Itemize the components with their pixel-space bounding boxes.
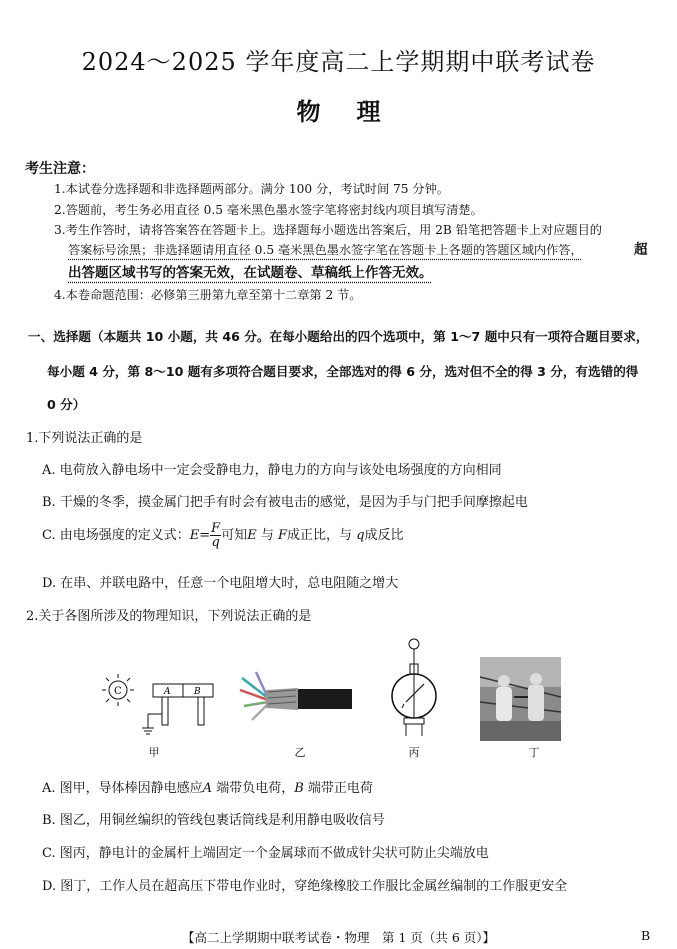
figure-bing-caption: 丙: [408, 746, 420, 759]
subject-title: 物理: [296, 98, 417, 126]
notice-item-3-cont: 答案标号涂黑；非选择题请用直径 0.5 毫米黑色墨水签字笔在答题卡上各题的答题区域内作答，: [68, 243, 583, 257]
section-heading-line-1: 一、选择题（本题共 10 小题，共 46 分。在每小题给出的四个选项中，第 1～7 题中只有一项符合题目要求，: [28, 329, 649, 344]
notice-item-3: 3.考生作答时，请将答案答在答题卡上。选择题每小题选出答案后，用 2B 铅笔把答题卡上对应题目的: [54, 223, 602, 237]
exam-title: 2024～2025 学年度高二上学期期中联考试卷: [81, 48, 596, 76]
q2-option-b: B. 图乙，用铜丝编织的管线包裹话筒线是利用静电吸收信号: [42, 813, 385, 828]
fig-label-a: A: [164, 687, 171, 697]
fig-label-b: B: [194, 687, 201, 697]
page-footer: 【高二上学期期中联考试卷・物理 第 1 页（共 6 页）】: [181, 930, 496, 945]
q2-option-d: D. 图丁，工作人员在超高压下带电作业时，穿绝缘橡胶工作服比金属丝编制的工作服更安全: [42, 879, 568, 894]
figure-jia-conductor: [98, 672, 218, 742]
q2-option-c: C. 图丙，静电计的金属杆上端固定一个金属球而不做成针尖状可防止尖端放电: [42, 846, 489, 861]
svg-text:C: C: [114, 686, 122, 697]
figure-ding-live-line-workers-photo: [480, 657, 561, 741]
notice-item-4: 4.本卷命题范围：必修第三册第九章至第十二章第 2 节。: [54, 288, 362, 302]
q1-option-c: C. 由电场强度的定义式：E= $\frac{F}{q}$ 可知E 与 F成正比，与 q成反比: [42, 521, 404, 550]
q1-option-d: D. 在串、并联电路中，任意一个电阻增大时，总电阻随之增大: [42, 576, 399, 591]
figure-jia-caption: 甲: [148, 746, 160, 759]
figure-ding-caption: 丁: [528, 746, 540, 759]
figure-yi-caption: 乙: [294, 746, 306, 759]
q1-option-b: B. 干燥的冬季，摸金属门把手有时会有被电击的感觉，是因为手与门把手间摩擦起电: [42, 495, 528, 510]
notice-item-1: 1.本试卷分选择题和非选择题两部分。满分 100 分，考试时间 75 分钟。: [54, 182, 449, 196]
q1-stem: 1.下列说法正确的是: [26, 431, 143, 446]
notice-item-3-bold-b: 出答题区域书写的答案无效，在试题卷、草稿纸上作答无效。: [68, 265, 433, 281]
q1-option-a: A. 电荷放入静电场中一定会受静电力，静电力的方向与该处电场强度的方向相同: [42, 463, 502, 478]
figure-bing-electroscope: [382, 636, 446, 744]
notice-item-2: 2.答题前，考生务必用直径 0.5 毫米黑色墨水签字笔将密封线内项目填写清楚。: [54, 203, 483, 217]
formula-fraction: $\frac{F}{q}$: [211, 521, 221, 550]
notice-item-3-bold-a: 超: [634, 242, 648, 258]
paper-version: B: [641, 928, 651, 943]
figure-yi-braided-cable: [238, 668, 356, 728]
q2-option-a: A. 图甲，导体棒因静电感应A 端带负电荷，B 端带正电荷: [42, 781, 373, 796]
section-heading-line-2: 每小题 4 分，第 8～10 题有多项符合题目要求，全部选对的得 6 分，选对但不全的得 3 分，有选错的得: [47, 364, 639, 379]
q2-stem: 2.关于各图所涉及的物理知识，下列说法正确的是: [26, 609, 312, 624]
notice-heading: 考生注意：: [25, 161, 95, 177]
section-heading-line-3: 0 分）: [47, 397, 86, 412]
